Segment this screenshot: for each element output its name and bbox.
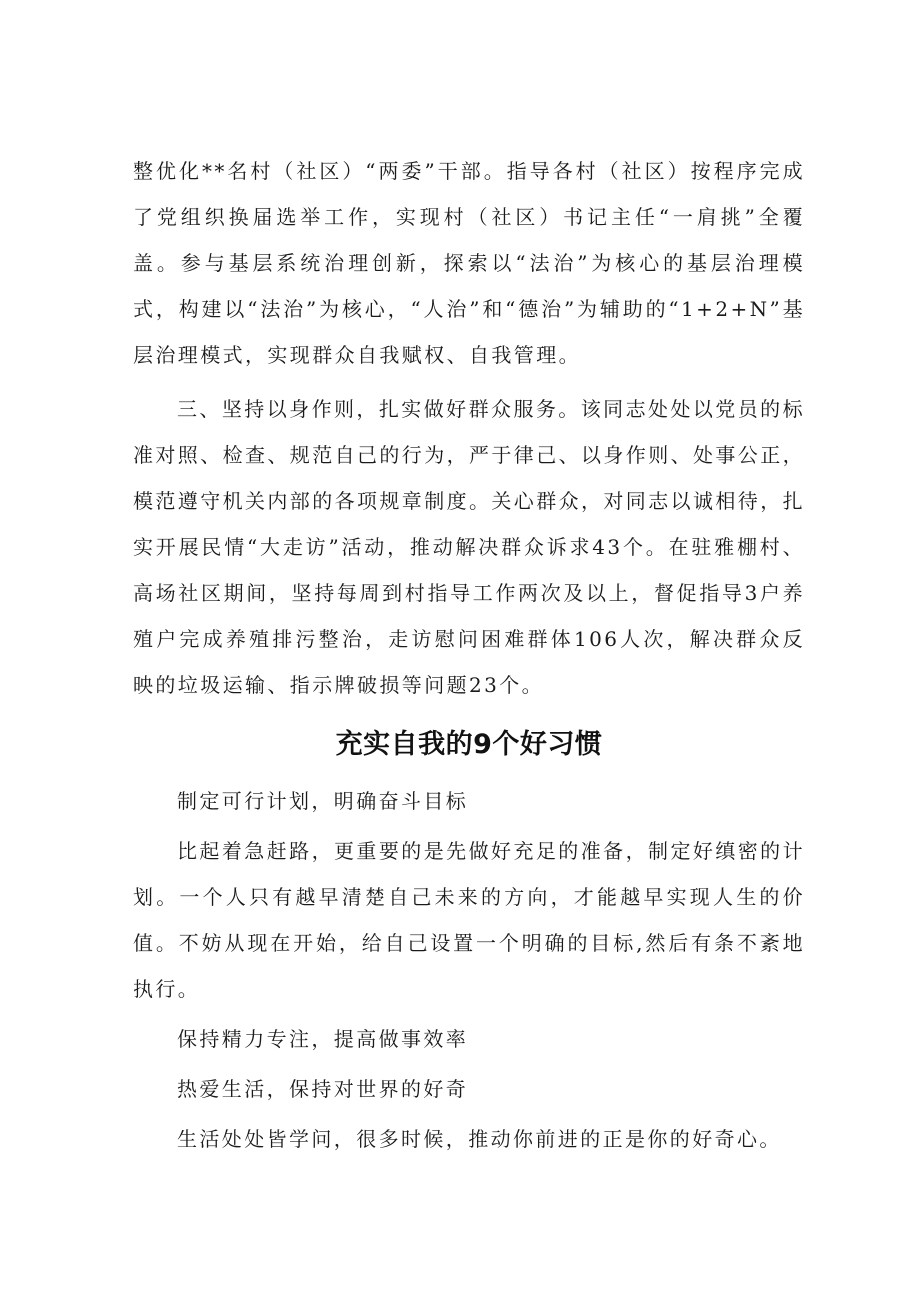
section-heading: 充实自我的9个好习惯 bbox=[335, 729, 603, 760]
paragraph-plan-title: 制定可行计划，明确奋斗目标 bbox=[177, 789, 469, 813]
paragraph-service: 三、坚持以身作则，扎实做好群众服务。该同志处处以党员的标准对照、检查、规范自己的行为，严于律己、以身作则、处事公正，模范遵守机关内部的各项规章制度。关心群众，对同志以诚相待，扎实开展民情“大走访”活动，推动解决群众诉求43个。在驻雅棚村、高场社区期间，坚持每周到村指导工作两次及以上，督促指导3户养殖户完成养殖排污整治，走访慰问困难群体106人次，解决群众反映的垃圾运输、指示牌破损等问题23个。 bbox=[133, 397, 805, 697]
paragraph-governance: 整优化**名村（社区）“两委”干部。指导各村（社区）按程序完成了党组织换届选举工作，实现村（社区）书记主任“一肩挑”全覆盖。参与基层系统治理创新，探索以“法治”为核心的基层治理模式，构建以“法治”为核心，“人治”和“德治”为辅助的“1+2+N”基层治理模式，实现群众自我赋权、自我管理。 bbox=[133, 159, 805, 367]
paragraph-focus-title: 保持精力专注，提高做事效率 bbox=[177, 1027, 469, 1051]
paragraph-curiosity-title: 热爱生活，保持对世界的好奇 bbox=[177, 1077, 469, 1101]
document-body bbox=[133, 148, 805, 1162]
paragraph-plan-body: 比起着急赶路，更重要的是先做好充足的准备，制定好缜密的计划。一个人只有越早清楚自己未来的方向，才能越早实现人生的价值。不妨从现在开始，给自己设置一个明确的目标,然后有条不紊地执行。 bbox=[133, 839, 805, 1001]
paragraph-curiosity-body: 生活处处皆学问，很多时候，推动你前进的正是你的好奇心。 bbox=[177, 1127, 782, 1151]
